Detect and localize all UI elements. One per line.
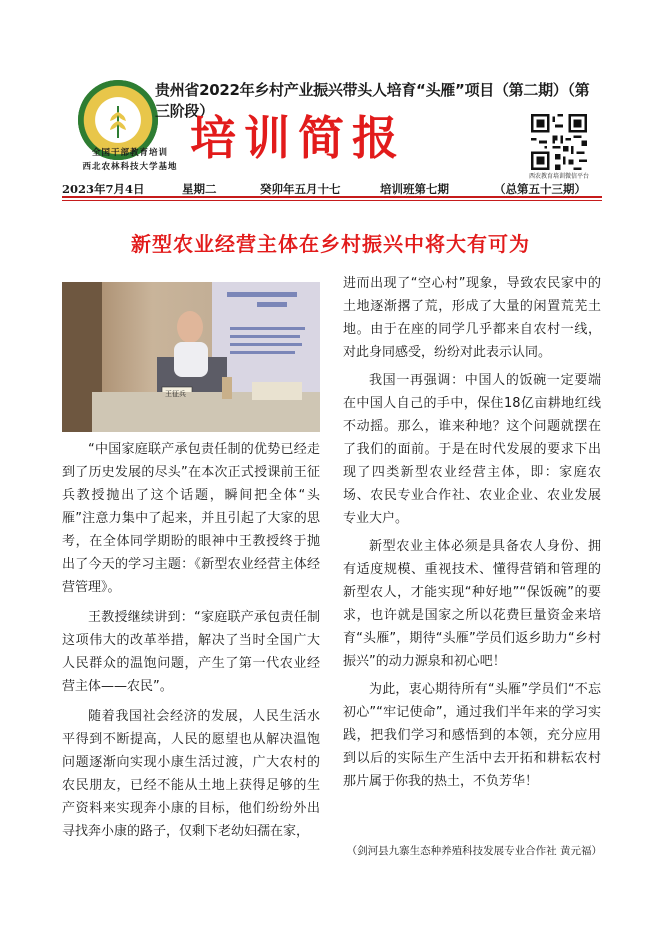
total-issue-number: （总第五十三期）	[494, 182, 586, 196]
issue-date: 2023年7月4日	[62, 182, 145, 196]
issue-number: 培训班第七期	[380, 182, 449, 196]
paragraph: “中国家庭联产承包责任制的优势已经走到了历史发展的尽头”在本次正式授课前王征兵教授抛出了这个话题，瞬间把全体“头雁”注意力集中了起来，并且引起了大家的思考，在全体同学期盼的眼神中王教授终于抛出了今天的学习主题：《新型农业经营主体经营管理》。	[62, 442, 320, 595]
qr-code-icon	[531, 114, 587, 170]
right-column	[343, 272, 601, 793]
wheat-logo-icon	[104, 104, 132, 140]
masthead-title: 培训简报	[190, 111, 406, 165]
program-title: 贵州省2022年乡村产业振兴带头人培育“头雁”项目（第二期）（第三阶段）	[155, 81, 590, 120]
qr-caption: 西农教育培训微信平台	[528, 173, 589, 180]
article-headline: 新型农业经营主体在乡村振兴中将大有可为	[131, 232, 530, 256]
name-card-label: 王征兵	[165, 390, 186, 398]
paragraph: 为此，衷心期待所有“头雁”学员们“不忘初心”“牢记使命”，通过我们半年来的学习实践，把我们学习和感悟到的本领，充分应用到以后的实际生产生活中去开拓和耕耘农村那片属于你我的热土，不负芳华！	[343, 682, 601, 789]
weekday: 星期二	[182, 182, 217, 196]
header-rule-thick	[62, 196, 602, 198]
paragraph: 随着我国社会经济的发展，人民生活水平得到不断提高，人民的愿望也从解决温饱问题逐渐向实现小康生活过渡，广大农村的农民朋友，已经不能从土地上获得足够的生产资料来实现奔小康的目标，他们纷纷外出寻找奔小康的路子，仅剩下老幼妇孺在家，	[62, 709, 320, 839]
lecture-photo	[62, 282, 320, 432]
logo-caption-2: 西北农林科技大学基地	[82, 162, 178, 172]
header-rule-thin	[62, 200, 602, 201]
date-line	[62, 181, 602, 195]
paragraph: 我国一再强调：中国人的饭碗一定要端在中国人自己的手中，保住18亿亩耕地红线不动摇。那么，谁来种地？这个问题就摆在了我们的面前。于是在时代发展的要求下出现了四类新型农业经营主体，即：家庭农场、农民专业合作社、农业企业、农业发展专业大户。	[343, 373, 601, 526]
paragraph: 王教授继续讲到：“家庭联产承包责任制这项伟大的改革举措，解决了当时全国广大人民群众的温饱问题，产生了第一代农业经营主体——农民”。	[62, 610, 320, 694]
paragraph-continuation: 进而出现了“空心村”现象，导致农民家中的土地逐渐撂了荒，形成了大量的闲置荒芜土地。由于在座的同学几乎都来自农村一线，对此身同感受，纷纷对此表示认同。	[343, 276, 601, 360]
paragraph: 新型农业主体必须是具备农人身份、拥有适度规模、重视技术、懂得营销和管理的新型农人，才能实现“种好地”“保饭碗”的要求，也许就是国家之所以花费巨量资金来培育“头雁”，期待“头雁”学员们返乡助力“乡村振兴”的动力源泉和初心吧！	[343, 539, 601, 669]
left-column	[62, 438, 320, 843]
author-signature: （剑河县九寨生态种养殖科技发展专业合作社 黄元福）	[346, 845, 602, 857]
logo-caption-1: 全国干部教育培训	[91, 148, 168, 158]
lunar-date: 癸卯年五月十七	[260, 182, 341, 196]
